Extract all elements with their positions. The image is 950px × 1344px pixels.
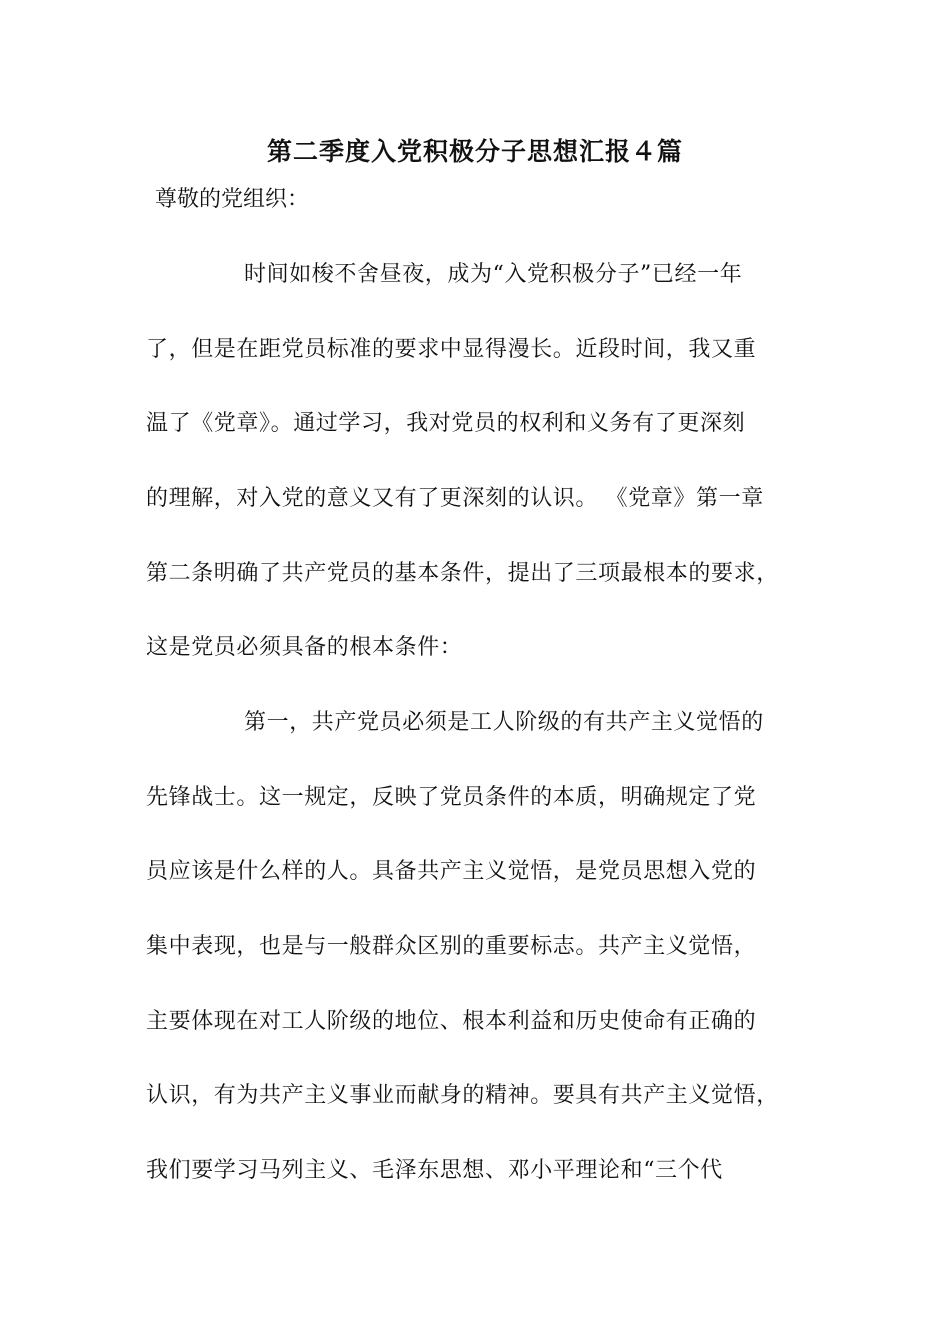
paragraph-line: 我们要学习马列主义、毛泽东思想、邓小平理论和“三个代	[146, 1158, 723, 1183]
paragraph-line: 先锋战士。这一规定，反映了党员条件的本质，明确规定了党	[146, 785, 757, 810]
paragraph-line: 的理解，对入党的意义又有了更深刻的认识。 《党章》第一章	[146, 486, 764, 511]
paragraph-line: 了，但是在距党员标准的要求中显得漫长。近段时间，我又重	[146, 337, 757, 362]
salutation: 尊敬的党组织：	[155, 187, 310, 212]
paragraph-line: 第一，共产党员必须是工人阶级的有共产主义觉悟的	[244, 710, 764, 735]
paragraph-line: 集中表现，也是与一般群众区别的重要标志。共产主义觉悟，	[146, 934, 757, 959]
paragraph-line: 温了《党章》。通过学习，我对党员的权利和义务有了更深刻	[146, 411, 746, 436]
document-title: 第二季度入党积极分子思想汇报４篇	[266, 137, 683, 166]
paragraph-line: 员应该是什么样的人。具备共产主义觉悟，是党员思想入党的	[146, 859, 757, 884]
paragraph-line: 这是党员必须具备的根本条件：	[146, 635, 463, 660]
paragraph-line: 认识，有为共产主义事业而献身的精神。要具有共产主义觉悟，	[146, 1083, 779, 1108]
paragraph-line: 时间如梭不舍昼夜，成为“入党积极分子”已经一年	[244, 262, 743, 287]
paragraph-line: 第二条明确了共产党员的基本条件，提出了三项最根本的要求，	[146, 561, 779, 586]
paragraph-line: 主要体现在对工人阶级的地位、根本利益和历史使命有正确的	[146, 1009, 757, 1034]
